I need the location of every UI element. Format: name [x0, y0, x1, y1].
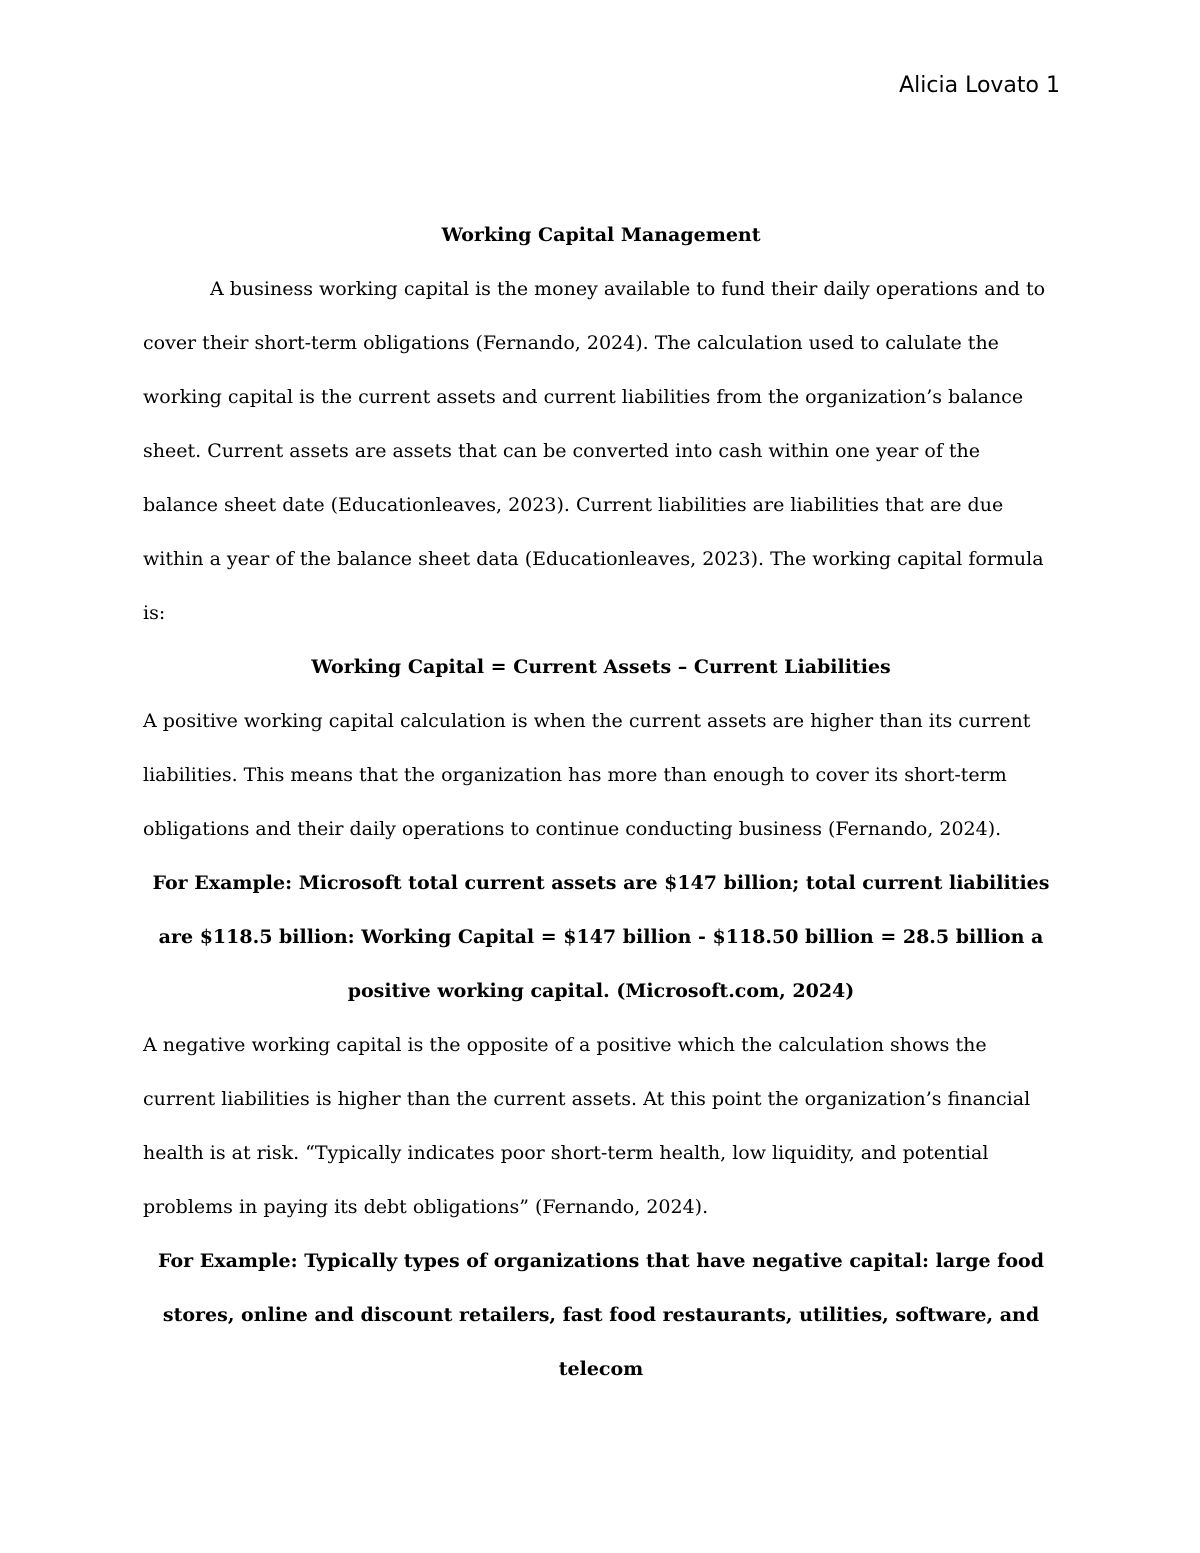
- example-microsoft: For Example: Microsoft total current assets are $147 billion; total current liabilities are $118.5 billion: Working Capital = $147 billion - $118.50 billion = 28.5 billion a positive working capital. (Microsoft.com, 2024): [152, 872, 1050, 1002]
- example-negative-capital: For Example: Typically types of organizations that have negative capital: large food stores, online and discount retailers, fast food restaurants, utilities, software, and telecom: [158, 1250, 1044, 1380]
- working-capital-formula: Working Capital = Current Assets – Current Liabilities: [311, 656, 891, 678]
- document-title: Working Capital Management: [441, 224, 761, 246]
- running-head: Alicia Lovato 1: [899, 73, 1060, 98]
- paragraph-negative: A negative working capital is the opposite of a positive which the calculation shows the current liabilities is higher than the current assets. At this point the organization’s financial health is at risk. “Typically indicates poor short-term health, low liquidity, and potential problems in paying its debt obligations” (Fernando, 2024).: [143, 1034, 1031, 1218]
- paragraph-intro: A business working capital is the money available to fund their daily operations and to cover their short-term obligations (Fernando, 2024). The calculation used to calulate the working capital is the current assets and current liabilities from the organization’s balance sheet. Current assets are assets that can be converted into cash within one year of the balance sheet date (Educationleaves, 2023). Current liabilities are liabilities that are due within a year of the balance sheet data (Educationleaves, 2023). The working capital formula is:: [143, 278, 1046, 624]
- document-body: [143, 208, 1059, 1396]
- paragraph-positive: A positive working capital calculation is when the current assets are higher than its current liabilities. This means that the organization has more than enough to cover its short-term obligations and their daily operations to continue conducting business (Fernando, 2024).: [143, 710, 1031, 840]
